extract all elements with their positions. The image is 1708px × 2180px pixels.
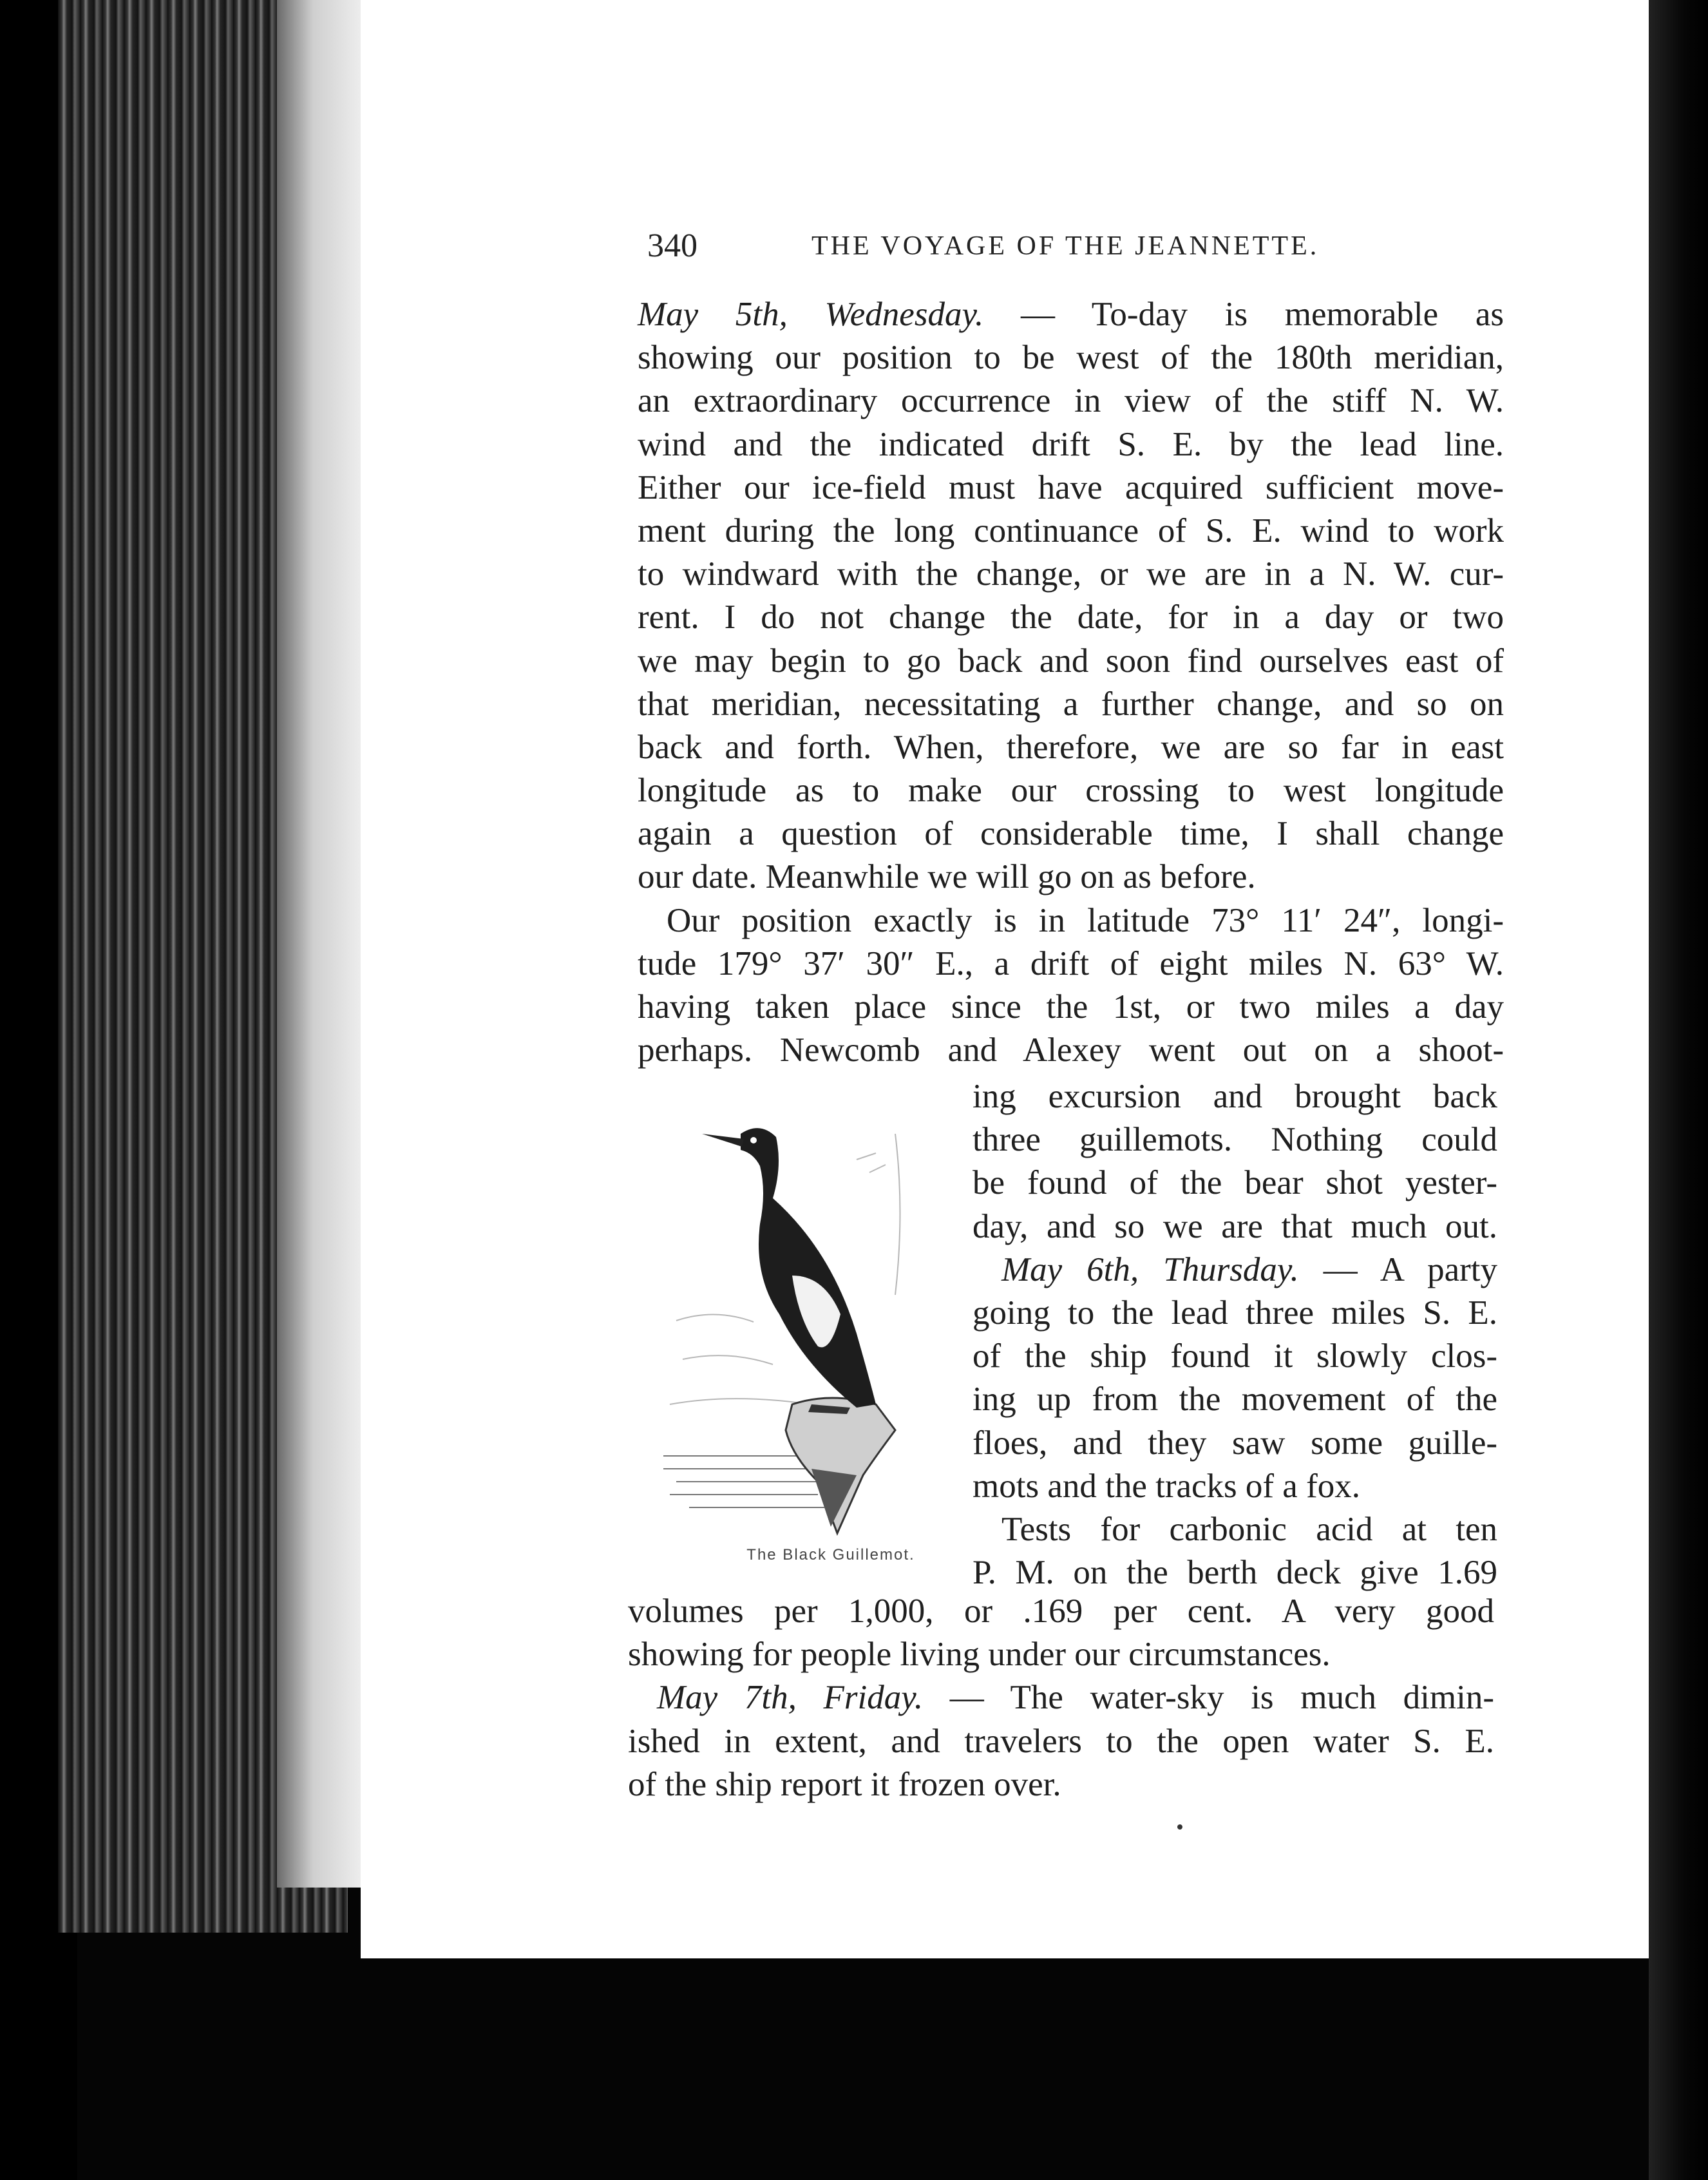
line-text: of the ship found it slowly clos- [973, 1337, 1497, 1375]
text-line [638, 812, 1504, 856]
line-text: Tests for carbonic acid at ten [1001, 1510, 1497, 1548]
text-block-bottom [628, 1590, 1494, 1806]
text-line [638, 769, 1504, 812]
text-line [973, 1162, 1497, 1205]
text-line [638, 726, 1504, 769]
line-text: that meridian, necessitating a further change, and so on [638, 685, 1504, 723]
text-line [638, 683, 1504, 726]
text-line [628, 1676, 1494, 1719]
text-line [638, 856, 1504, 899]
text-line [973, 1551, 1497, 1594]
text-line [638, 466, 1504, 510]
line-text: back and forth. When, therefore, we are so far in east [638, 728, 1504, 766]
text-line [973, 1292, 1497, 1335]
text-line [638, 899, 1504, 942]
line-text: wind and the indicated drift S. E. by the lead line. [638, 425, 1504, 463]
line-text: volumes per 1,000, or .169 per cent. A very good [628, 1592, 1494, 1630]
entry-date: May 5th, Wednesday. [638, 296, 984, 333]
text-line [973, 1378, 1497, 1421]
line-text: tude 179° 37′ 30″ E., a drift of eight miles N. 63° W. [638, 944, 1504, 982]
text-line [638, 553, 1504, 596]
line-text: ished in extent, and travelers to the open water S. E. [628, 1722, 1494, 1760]
line-text: ing up from the movement of the [973, 1381, 1497, 1419]
line-text: to windward with the change, or we are in a N. W. cur- [638, 555, 1504, 593]
line-text: Either our ice-field must have acquired sufficient move- [638, 468, 1504, 506]
line-text: of the ship report it frozen over. [628, 1765, 1061, 1803]
text-line [973, 1335, 1497, 1378]
line-text: — To-day is memorable as [983, 296, 1504, 333]
line-text: we may begin to go back and soon find ourselves east of [638, 642, 1504, 680]
line-text: rent. I do not change the date, for in a day or two [638, 598, 1504, 636]
entry-date: May 6th, Thursday. [1001, 1250, 1299, 1288]
binding-shadow [1649, 0, 1708, 2180]
line-text: showing for people living under our circumstances. [628, 1636, 1331, 1674]
text-line [638, 942, 1504, 986]
text-line [628, 1720, 1494, 1763]
line-text: floes, and they saw some guille- [973, 1424, 1497, 1462]
text-line [638, 293, 1504, 336]
line-text: — A party [1298, 1250, 1497, 1288]
text-line [638, 336, 1504, 379]
line-text: P. M. on the berth deck give 1.69 [973, 1554, 1497, 1592]
text-block-main [638, 293, 1504, 1072]
line-text: ing excursion and brought back [973, 1078, 1497, 1115]
text-line [973, 1465, 1497, 1508]
text-line [638, 596, 1504, 639]
line-text: Our position exactly is in latitude 73° 11′ 24″, longi- [667, 901, 1504, 939]
text-line [973, 1248, 1497, 1292]
text-line [638, 510, 1504, 553]
line-text: — The water-sky is much dimin- [923, 1679, 1494, 1717]
text-line [638, 1029, 1504, 1072]
line-text: mots and the tracks of a fox. [973, 1467, 1360, 1505]
text-line [973, 1118, 1497, 1162]
text-line [638, 640, 1504, 683]
running-head: THE VOYAGE OF THE JEANNETTE. [811, 231, 1320, 261]
text-line [973, 1075, 1497, 1118]
guillemot-illustration [663, 1082, 973, 1546]
text-line [638, 986, 1504, 1029]
line-text: ment during the long continuance of S. E. wind to work [638, 512, 1504, 550]
line-text: again a question of considerable time, I shall change [638, 815, 1504, 853]
entry-date: May 7th, Friday. [657, 1679, 924, 1717]
text-line [628, 1763, 1494, 1806]
line-text: showing our position to be west of the 180th meridian, [638, 339, 1504, 377]
page-header [647, 227, 1356, 272]
line-text: day, and so we are that much out. [973, 1207, 1497, 1245]
text-line [638, 423, 1504, 466]
page-number: 340 [647, 227, 697, 264]
line-text: three guillemots. Nothing could [973, 1121, 1497, 1159]
text-line [638, 379, 1504, 423]
line-text: longitude as to make our crossing to west longitude [638, 772, 1504, 810]
line-text: perhaps. Newcomb and Alexey went out on a shoot- [638, 1031, 1504, 1069]
line-text: having taken place since the 1st, or two miles a day [638, 988, 1504, 1026]
text-line [973, 1205, 1497, 1248]
text-block-wrapped [973, 1075, 1497, 1594]
text-line [973, 1508, 1497, 1551]
text-line [973, 1422, 1497, 1465]
page-stack-edge [277, 0, 367, 1888]
page-mark [1177, 1824, 1182, 1830]
line-text: an extraordinary occurrence in view of the stiff N. W. [638, 382, 1504, 420]
figure-caption: The Black Guillemot. [746, 1546, 915, 1563]
line-text: our date. Meanwhile we will go on as before. [638, 858, 1256, 896]
text-line [628, 1633, 1494, 1676]
text-line [628, 1590, 1494, 1633]
line-text: be found of the bear shot yester- [973, 1164, 1497, 1202]
line-text: going to the lead three miles S. E. [973, 1294, 1497, 1332]
black-guillemot-image [663, 1082, 973, 1546]
